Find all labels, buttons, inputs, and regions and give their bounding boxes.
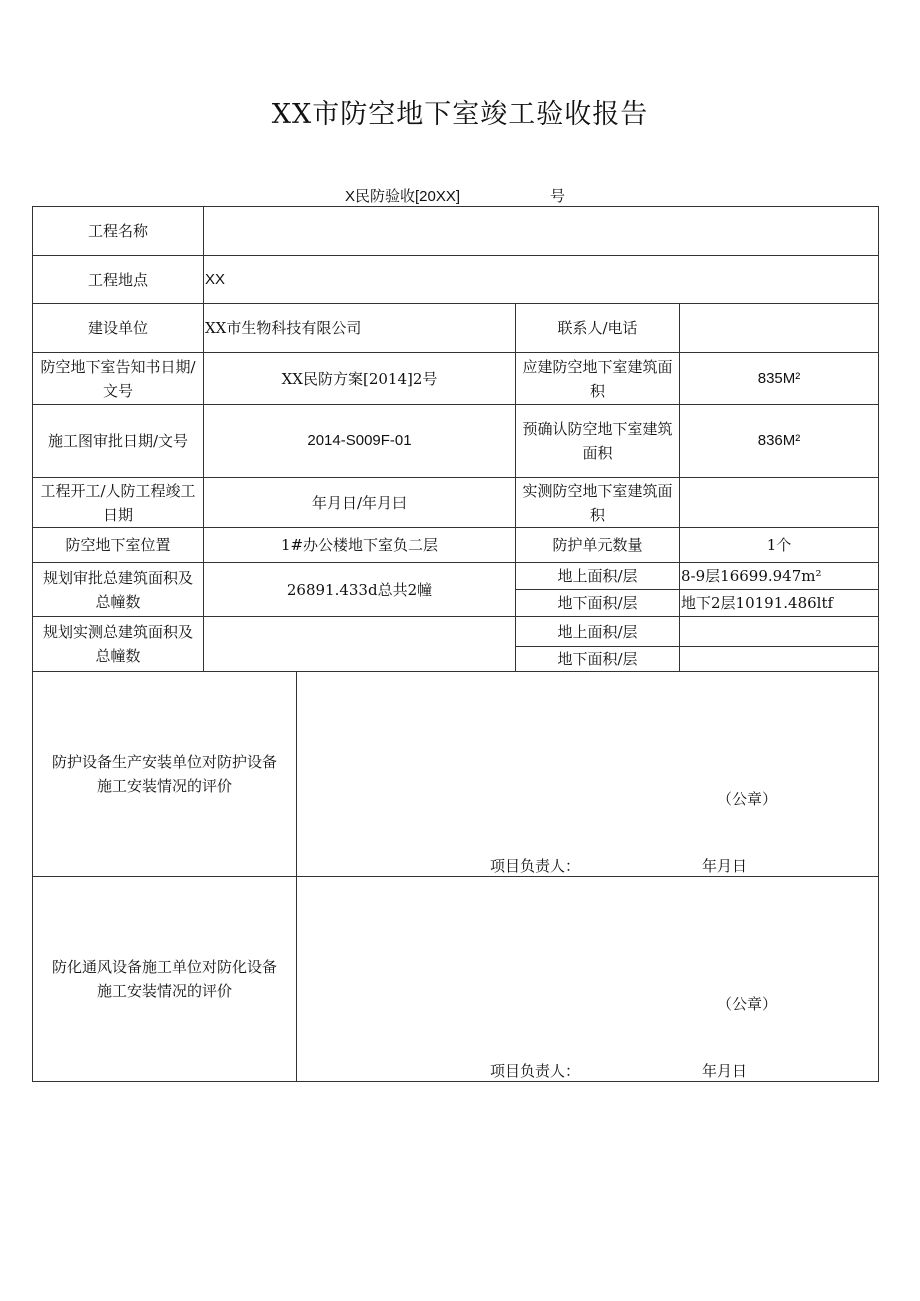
planned-below-label: 地下面积/层 [516,590,680,617]
eval-protective-responsible: 项目负责人： [490,857,581,875]
row-eval-ventilation [33,877,879,1082]
row-notice [33,353,879,405]
notice-label: 防空地下室告知书日期/文号 [33,353,204,405]
measured-area-value[interactable] [680,478,879,528]
row-planned-above [33,563,879,590]
confirmed-area-value[interactable]: 836M² [680,405,879,478]
doc-number-suffix: 号 [550,188,566,205]
required-area-label: 应建防空地下室建筑面积 [516,353,680,405]
eval-protective-label-line1: 防护设备生产安装单位对防护设备 [51,753,277,771]
drawing-label: 施工图审批日期/文号 [33,405,204,478]
measured-above-value[interactable] [680,617,879,647]
required-area-value[interactable]: 835M² [680,353,879,405]
row-builder [33,304,879,353]
units-label: 防护单元数量 [516,528,680,563]
units-value[interactable]: 1个 [680,528,879,563]
builder-value[interactable]: XX市生物科技有限公司 [204,304,516,353]
measured-below-value[interactable] [680,647,879,672]
notice-value[interactable]: XX民防方案[2014]2号 [204,353,516,405]
eval-protective-label [33,672,297,877]
eval-protective-date: 年月日 [702,857,748,875]
planned-value[interactable]: 26891.433d总共2幢 [204,563,516,617]
measured-above-label: 地上面积/层 [516,617,680,647]
eval-ventilation-seal: （公章） [717,995,778,1013]
eval-protective-content[interactable] [297,672,879,877]
contact-value[interactable] [680,304,879,353]
eval-ventilation-label [33,877,297,1082]
project-name-value[interactable] [204,207,879,256]
eval-ventilation-label-line2: 施工安装情况的评价 [96,982,232,1000]
measured-below-label: 地下面积/层 [516,647,680,672]
drawing-value[interactable]: 2014-S009F-01 [204,405,516,478]
contact-label: 联系人/电话 [516,304,680,353]
eval-ventilation-date: 年月日 [702,1062,748,1080]
eval-ventilation-content[interactable] [297,877,879,1082]
row-position [33,528,879,563]
row-drawing [33,405,879,478]
project-location-label: 工程地点 [33,256,204,304]
measured-area-label: 实测防空地下室建筑面积 [516,478,680,528]
eval-ventilation-responsible: 项目负责人： [490,1062,581,1080]
eval-protective-seal: （公章） [717,790,778,808]
position-value[interactable]: 1#办公楼地下室负二层 [204,528,516,563]
row-eval-protective [33,672,879,877]
dates-value[interactable]: 年月日/年月曰 [204,478,516,528]
planned-label: 规划审批总建筑面积及总幢数 [33,563,204,617]
planned-below-value[interactable]: 地下2层10191.486ltf [680,590,879,617]
row-project-location [33,256,879,304]
planned-above-value[interactable]: 8-9层16699.947m² [680,563,879,590]
row-project-name [33,207,879,256]
doc-number-prefix: X民防验收[20XX] [345,188,461,205]
page-title: XX市防空地下室竣工验收报告 [271,99,649,130]
dates-label: 工程开工/人防工程竣工日期 [33,478,204,528]
measured-value[interactable] [204,617,516,672]
row-measured-above [33,617,879,647]
row-dates [33,478,879,528]
confirmed-area-label: 预确认防空地下室建筑面积 [516,405,680,478]
eval-ventilation-label-line1: 防化通风设备施工单位对防化设备 [51,958,277,976]
project-name-label: 工程名称 [33,207,204,256]
planned-above-label: 地上面积/层 [516,563,680,590]
eval-protective-label-line2: 施工安装情况的评价 [96,777,232,795]
measured-label: 规划实测总建筑面积及总幢数 [33,617,204,672]
project-location-value[interactable]: XX [204,256,879,304]
builder-label: 建设单位 [33,304,204,353]
position-label: 防空地下室位置 [33,528,204,563]
acceptance-form-table [32,206,879,1082]
